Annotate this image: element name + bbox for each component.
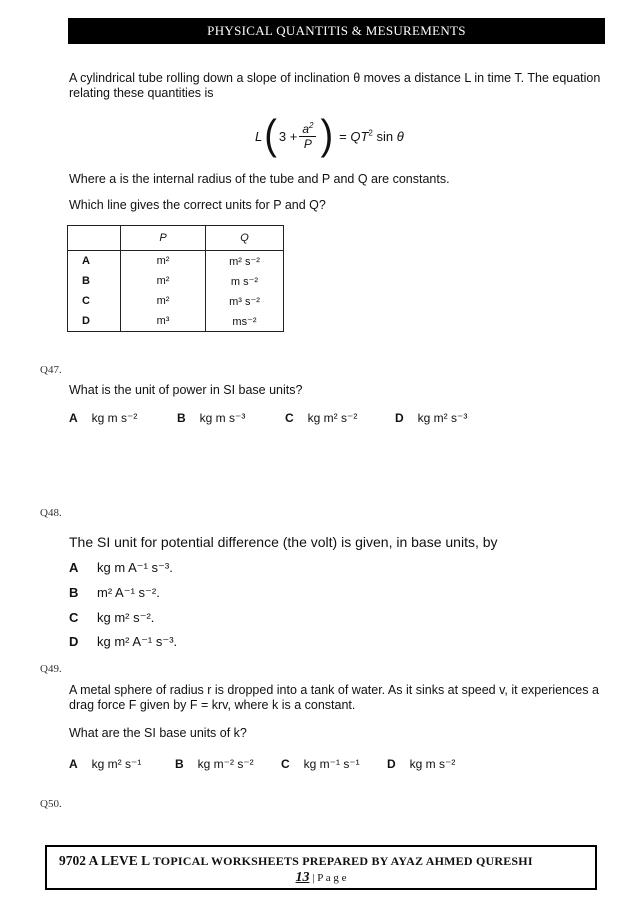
row-label: D <box>68 311 121 332</box>
row-label: C <box>68 291 121 311</box>
option-text: kg m² s⁻². <box>97 610 155 625</box>
page-header <box>68 18 605 44</box>
q48-number: Q48. <box>40 507 62 519</box>
option-b <box>175 757 281 771</box>
page-label: | P a g e <box>312 872 347 884</box>
option-text: kg m² A⁻¹ s⁻³. <box>97 634 178 649</box>
table-row <box>68 251 284 272</box>
option-d <box>395 411 467 425</box>
option-letter: B <box>69 585 79 600</box>
page-footer <box>45 845 597 890</box>
option-a <box>69 411 177 425</box>
p-unit: m² <box>121 291 206 311</box>
option-text: kg m s⁻² <box>91 411 138 425</box>
q49-number: Q49. <box>40 663 62 675</box>
q49-intro-line2: drag force F given by F = krv, where k is a constant. <box>69 698 356 712</box>
option-letter: C <box>281 757 290 771</box>
option-text: m² A⁻¹ s⁻². <box>97 585 160 600</box>
row-label: B <box>68 271 121 291</box>
q49-intro-line1: A metal sphere of radius r is dropped into a tank of water. As it sinks at speed v, it experiences a <box>69 683 599 697</box>
footer-rest: TOPICAL WORKSHEETS PREPARED BY AYAZ AHMED QURESHI <box>152 854 533 868</box>
q48-option-d <box>69 634 177 649</box>
option-c <box>281 757 387 771</box>
option-letter: A <box>69 757 78 771</box>
table-row <box>68 271 284 291</box>
option-text: kg m⁻² s⁻² <box>197 757 254 771</box>
q46-where: Where a is the internal radius of the tube and P and Q are constants. <box>69 172 450 186</box>
option-c <box>285 411 395 425</box>
q48-question: The SI unit for potential difference (the volt) is given, in base units, by <box>69 534 498 550</box>
option-letter: C <box>69 610 79 625</box>
footer-page <box>47 870 595 886</box>
table-row <box>68 311 284 332</box>
option-letter: D <box>395 411 404 425</box>
table-row <box>68 291 284 311</box>
option-text: kg m s⁻² <box>409 757 456 771</box>
q46-intro-line1: A cylindrical tube rolling down a slope of inclination θ moves a distance L in time T. The equation <box>69 71 601 85</box>
option-b <box>177 411 285 425</box>
q49-options <box>69 757 455 771</box>
q-unit: m³ s⁻² <box>206 291 284 311</box>
p-unit: m³ <box>121 311 206 332</box>
option-letter: A <box>69 411 78 425</box>
page-number: 13 <box>295 870 310 885</box>
table-header-cell: P <box>121 226 206 251</box>
footer-title <box>59 853 533 869</box>
table-header-cell: Q <box>206 226 284 251</box>
q46-question: Which line gives the correct units for P and Q? <box>69 198 326 212</box>
option-text: kg m² s⁻³ <box>417 411 468 425</box>
option-letter: A <box>69 560 79 575</box>
p-unit: m² <box>121 251 206 272</box>
q47-number: Q47. <box>40 364 62 376</box>
q-unit: m s⁻² <box>206 271 284 291</box>
option-text: kg m⁻¹ s⁻¹ <box>303 757 360 771</box>
option-text: kg m s⁻³ <box>199 411 246 425</box>
p-unit: m² <box>121 271 206 291</box>
q48-option-a <box>69 560 173 575</box>
q46-intro-line2: relating these quantities is <box>69 86 214 100</box>
q49-question: What are the SI base units of k? <box>69 726 247 740</box>
option-a <box>69 757 175 771</box>
q47-options <box>69 411 467 425</box>
option-letter: D <box>69 634 79 649</box>
row-label: A <box>68 251 121 272</box>
option-text: kg m A⁻¹ s⁻³. <box>97 560 173 575</box>
option-d <box>387 757 455 771</box>
option-letter: B <box>177 411 186 425</box>
q47-question: What is the unit of power in SI base units? <box>69 383 303 397</box>
q50-number: Q50. <box>40 798 62 810</box>
footer-code: 9702 A LEVE L <box>59 853 150 868</box>
option-letter: C <box>285 411 294 425</box>
q46-equation: L ( 3 + $\frac{a^2}{P}$ ) = $QT^2$ sin θ <box>255 112 404 160</box>
units-table <box>67 225 284 332</box>
option-letter: B <box>175 757 184 771</box>
q-unit: m² s⁻² <box>206 251 284 272</box>
table-header-row <box>68 226 284 251</box>
q-unit: ms⁻² <box>206 311 284 332</box>
q48-option-c <box>69 610 154 625</box>
option-text: kg m² s⁻² <box>307 411 358 425</box>
option-text: kg m² s⁻¹ <box>91 757 142 771</box>
table-header-cell <box>68 226 121 251</box>
q48-option-b <box>69 585 160 600</box>
header-title: PHYSICAL QUANTITIS & MESUREMENTS <box>207 23 466 38</box>
option-letter: D <box>387 757 396 771</box>
